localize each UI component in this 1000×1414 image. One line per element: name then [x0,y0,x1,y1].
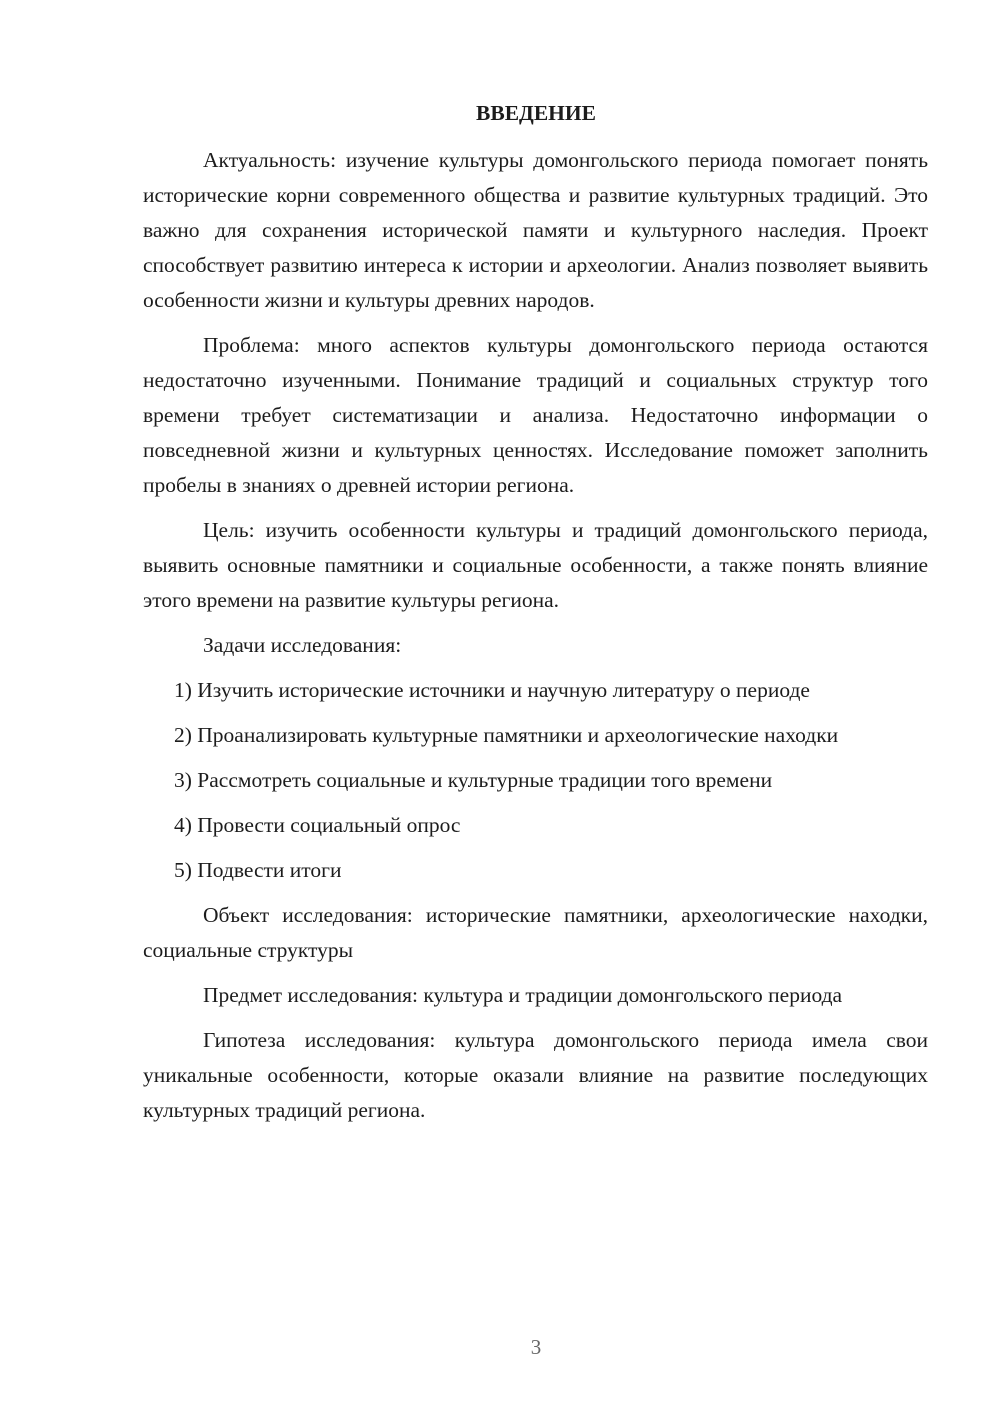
goal-paragraph: Цель: изучить особенности культуры и традиций домонгольского периода, выявить основные памятники и социальные особенности, а также понять влияние этого времени на развитие культуры региона. [143,518,928,612]
task-item-3: 3) Рассмотреть социальные и культурные традиции того времени [174,768,773,792]
hypothesis-paragraph: Гипотеза исследования: культура домонгольского периода имела свои уникальные особенности, которые оказали влияние на развитие последующих культурных традиций региона. [143,1028,928,1122]
problem-paragraph: Проблема: много аспектов культуры домонгольского периода остаются недостаточно изученными. Понимание традиций и социальных структур того времени требует систематизации и анализа. Недостаточно информации о повседневной жизни и культурных ценностях. Исследование поможет заполнить пробелы в знаниях о древней истории региона. [143,333,928,497]
subject-paragraph: Предмет исследования: культура и традиции домонгольского периода [203,983,843,1007]
task-item-2: 2) Проанализировать культурные памятники и археологические находки [174,723,839,747]
relevance-paragraph: Актуальность: изучение культуры домонгольского периода помогает понять исторические корни современного общества и развитие культурных традиций. Это важно для сохранения исторической памяти и культурного наследия. Проект способствует развитию интереса к истории и археологии. Анализ позволяет выявить особенности жизни и культуры древних народов. [143,148,928,312]
tasks-heading: Задачи исследования: [203,633,402,657]
object-paragraph: Объект исследования: исторические памятники, археологические находки, социальные структуры [143,903,928,962]
page-title: ВВЕДЕНИЕ [476,101,596,125]
task-item-4: 4) Провести социальный опрос [174,813,461,837]
task-item-1: 1) Изучить исторические источники и научную литературу о периоде [174,678,810,702]
task-item-5: 5) Подвести итоги [174,858,342,882]
page-number: 3 [530,1335,542,1359]
document-body [143,96,928,1128]
